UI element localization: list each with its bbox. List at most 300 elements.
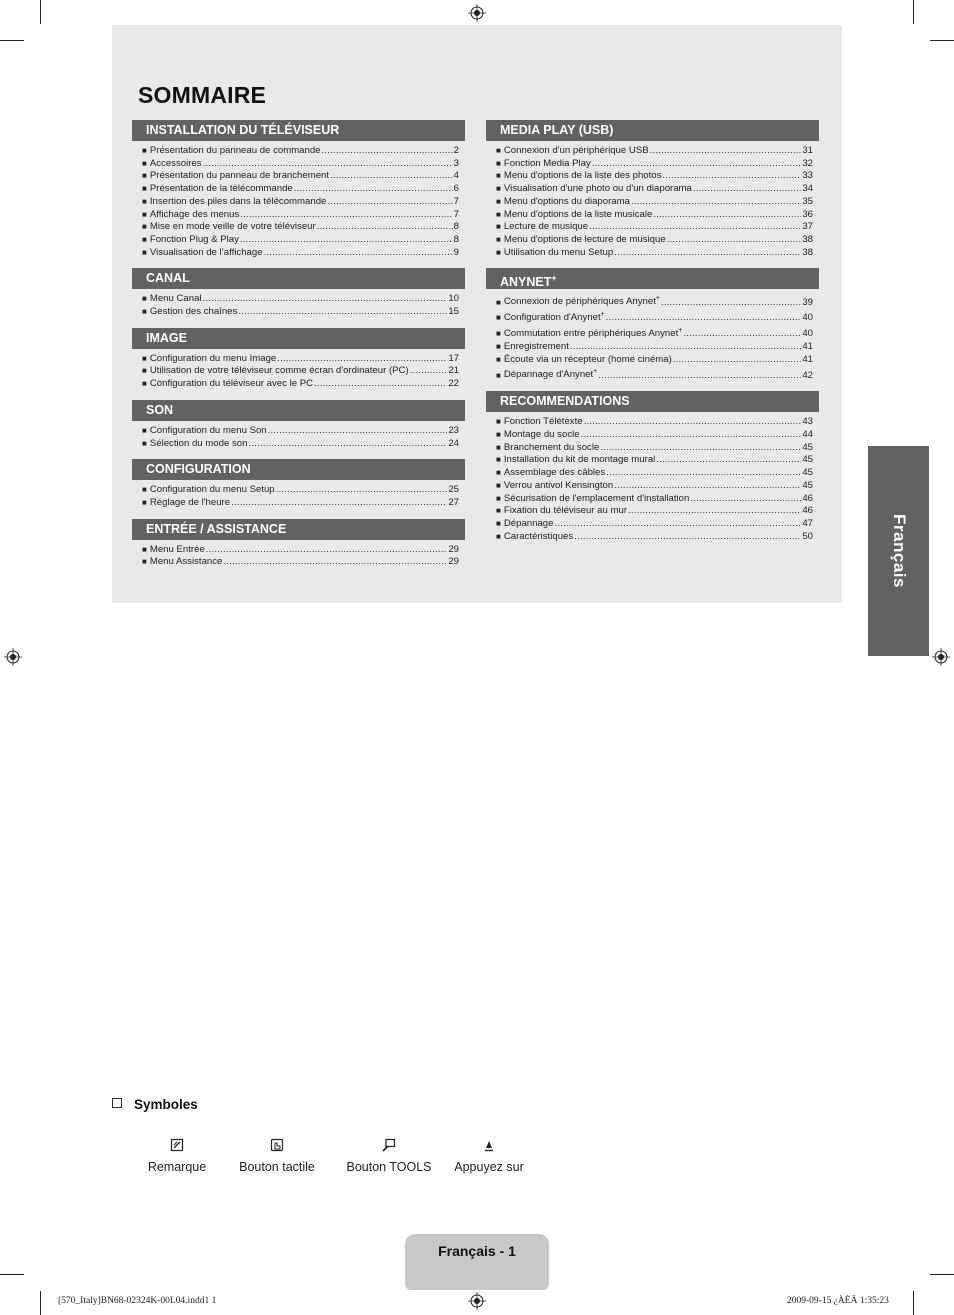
toc-page-number: 8: [453, 233, 459, 245]
toc-entry: [142, 209, 459, 222]
toc-entry-label: [150, 145, 321, 158]
toc-entry-label: [504, 493, 690, 506]
toc-page-number: 38: [802, 233, 813, 245]
toc-entry: [496, 480, 813, 493]
toc-entry-label: [504, 196, 630, 209]
toc-entry: [142, 306, 459, 319]
print-file-info: [570_Italy]BN68-02324K-00L04.indd1 1: [58, 1296, 217, 1306]
toc-page-number: 7: [453, 208, 459, 220]
toc-page-number: 43: [802, 416, 813, 428]
toc-section: [132, 519, 465, 569]
toc-page-number: 23: [448, 424, 459, 436]
dot-leader: [628, 505, 801, 518]
toc-entry-label: [150, 497, 230, 510]
toc-page-number: 9: [453, 246, 459, 258]
dot-leader: [581, 429, 802, 442]
dot-leader: [264, 247, 453, 260]
toc-entry: [142, 378, 459, 391]
toc-page-number: 46: [802, 505, 813, 517]
toc-entry: [496, 518, 813, 531]
toc-entry-text: Connexion de périphériques Anynet: [503, 296, 656, 308]
toc-page-number: 7: [453, 195, 459, 207]
toc-entry: [142, 365, 459, 378]
toc-entry-label: [150, 170, 329, 183]
symbol-note: [146, 1138, 208, 1174]
dot-leader: [598, 370, 801, 383]
toc-page-number: 8: [453, 221, 459, 233]
toc-entry: [496, 493, 813, 506]
note-icon: [170, 1138, 184, 1152]
footer-page-tab: [405, 1234, 549, 1290]
bullet-square-icon: ■: [142, 247, 147, 257]
dot-leader: [330, 170, 453, 183]
toc-entry: [496, 467, 813, 480]
bullet-square-icon: ■: [496, 417, 501, 427]
bullet-square-icon: ■: [496, 222, 501, 232]
registration-mark-icon: [468, 1292, 486, 1310]
toc-entry-text: Menu Assistance: [149, 556, 223, 568]
toc-page-number: 6: [453, 183, 459, 195]
toc-page-number: 22: [448, 378, 459, 390]
toc-entry-sup: +: [600, 311, 605, 319]
toc-entry-label: [504, 531, 573, 544]
toc-entry-label: [504, 442, 599, 455]
toc-entry-label: [504, 221, 588, 234]
dot-leader: [662, 170, 801, 183]
section-header: [132, 328, 465, 349]
toc-entry: [496, 366, 813, 382]
dot-leader: [410, 365, 448, 378]
bullet-square-icon: ■: [142, 544, 147, 554]
toc-entry-text: Menu d'options de la liste musicale: [503, 208, 653, 220]
toc-entry: [496, 196, 813, 209]
crop-mark: [913, 0, 914, 24]
toc-entry-text: Configuration du téléviseur avec le PC: [149, 378, 314, 390]
crop-mark: [0, 1274, 24, 1275]
toc-item-list: [132, 425, 465, 450]
dot-leader: [667, 234, 802, 247]
toc-item-list: [132, 145, 465, 259]
toc-entry: [142, 247, 459, 260]
toc-entry: [496, 293, 813, 309]
section-header: [132, 519, 465, 540]
section-header-text: MEDIA PLAY (USB): [500, 123, 614, 137]
toc-entry: [496, 442, 813, 455]
bullet-square-icon: ■: [496, 493, 501, 503]
toc-entry: [496, 221, 813, 234]
toc-entry-text: Configuration du menu Son: [149, 424, 267, 436]
toc-item-list: [132, 484, 465, 509]
toc-entry-text: Gestion des chaînes: [149, 306, 238, 318]
toc-entry-label: [504, 209, 652, 222]
crop-mark: [40, 1291, 41, 1315]
dot-leader: [650, 145, 802, 158]
section-header-text: INSTALLATION DU TÉLÉVISEUR: [146, 123, 340, 137]
toc-entry: [142, 221, 459, 234]
toc-item-list: [132, 544, 465, 569]
toc-entry-label: [150, 247, 263, 260]
dot-leader: [589, 221, 801, 234]
toc-entry-label: [504, 158, 591, 171]
toc-entry-text: Utilisation du menu Setup: [503, 246, 614, 258]
toc-entry-text: Branchement du socle: [503, 441, 600, 453]
toc-page-number: 25: [448, 484, 459, 496]
toc-entry: [142, 425, 459, 438]
dot-leader: [240, 234, 453, 247]
bullet-square-icon: ■: [142, 485, 147, 495]
section-header: [132, 120, 465, 141]
toc-entry-text: Menu d'options de lecture de musique: [503, 233, 666, 245]
toc-entry-sup: +: [655, 295, 660, 303]
bullet-square-icon: ■: [496, 370, 501, 380]
toc-entry-text: Caractéristiques: [503, 530, 574, 542]
toc-entry-text: Présentation de la télécommande: [149, 183, 293, 195]
toc-entry-text: Fixation du téléviseur au mur: [503, 505, 628, 517]
symbol-touch-button: [238, 1138, 316, 1174]
toc-entry: [496, 454, 813, 467]
crop-mark: [930, 1274, 954, 1275]
dot-leader: [656, 454, 801, 467]
toc-entry-text: Visualisation d'une photo ou d'un diaporama: [503, 183, 692, 195]
bullet-square-icon: ■: [142, 353, 147, 363]
toc-page-number: 41: [802, 353, 813, 365]
toc-entry-label: [150, 306, 237, 319]
bullet-square-icon: ■: [142, 366, 147, 376]
toc-entry-text: Insertion des piles dans la télécommande: [149, 195, 327, 207]
bullet-square-icon: ■: [496, 146, 501, 155]
dot-leader: [574, 531, 801, 544]
toc-entry: [142, 353, 459, 366]
toc-entry-text: Menu Canal: [149, 293, 202, 305]
symbols-heading: [112, 1097, 198, 1112]
section-header-text: ANYNET: [500, 275, 552, 290]
toc-page-number: 45: [802, 441, 813, 453]
toc-entry-text: Fonction Media Play: [503, 157, 591, 169]
toc-page-number: 21: [448, 365, 459, 377]
toc-entry: [142, 158, 459, 171]
toc-page-number: 10: [448, 293, 459, 305]
symbol-label: Appuyez sur: [454, 1160, 524, 1174]
checkbox-square-icon: [112, 1098, 122, 1108]
toc-page-number: 38: [802, 246, 813, 258]
dot-leader: [673, 354, 802, 367]
section-header-text: ENTRÉE / ASSISTANCE: [146, 521, 287, 536]
toc-entry: [496, 145, 813, 158]
toc-page-number: 35: [802, 195, 813, 207]
toc-entry-label: [504, 341, 569, 354]
dot-leader: [683, 328, 801, 341]
toc-page-number: 31: [802, 145, 813, 156]
press-icon: [482, 1138, 496, 1152]
toc-entry-text: Visualisation de l’affichage: [149, 246, 263, 258]
toc-page-number: 29: [448, 543, 459, 555]
dot-leader: [240, 209, 452, 222]
section-header: [486, 391, 819, 412]
toc-page-number: 47: [802, 517, 813, 529]
toc-entry-text: Menu d'options de la liste des photos: [503, 170, 662, 182]
toc-item-list: [486, 145, 819, 259]
dot-leader: [206, 544, 448, 557]
toc-entry-label: [504, 467, 605, 480]
bullet-square-icon: ■: [142, 196, 147, 206]
toc-entry-label: [150, 544, 205, 557]
toc-entry-text: Configuration d'Anynet: [503, 312, 601, 324]
section-header-text: SON: [146, 402, 174, 417]
section-header: [486, 120, 819, 141]
toc-page-number: 45: [802, 479, 813, 491]
section-header: [132, 268, 465, 289]
toc-entry: [142, 145, 459, 158]
toc-entry: [142, 484, 459, 497]
dot-leader: [294, 183, 453, 196]
footer-page-label: Français - 1: [438, 1243, 516, 1259]
toc-entry: [496, 429, 813, 442]
toc-item-list: [486, 416, 819, 543]
toc-entry-text: Menu d'options du diaporama: [503, 195, 630, 207]
bullet-square-icon: ■: [142, 222, 147, 232]
registration-mark-icon: [4, 648, 22, 666]
toc-column-left: [132, 120, 465, 578]
toc-entry: [142, 170, 459, 183]
bullet-square-icon: ■: [496, 158, 501, 168]
bullet-square-icon: ■: [142, 184, 147, 194]
toc-entry-label: [150, 196, 327, 209]
toc-page-number: 36: [802, 208, 813, 220]
toc-entry-label: [150, 209, 239, 222]
bullet-square-icon: ■: [142, 379, 147, 389]
toc-entry: [496, 531, 813, 544]
dot-leader: [248, 438, 447, 451]
toc-entry-text: Sélection du mode son: [149, 437, 248, 449]
bullet-square-icon: ■: [496, 518, 501, 528]
print-timestamp: 2009-09-15 ¿ÀÈÄ 1:35:23: [787, 1296, 889, 1306]
section-header-text: IMAGE: [146, 330, 187, 345]
toc-entry-sup: +: [593, 368, 598, 376]
toc-page-number: 32: [802, 157, 813, 169]
toc-entry: [496, 309, 813, 325]
language-side-tab: [868, 446, 929, 656]
side-tab-label: Français: [889, 514, 909, 588]
toc-entry-label: [504, 416, 583, 429]
dot-leader: [661, 297, 801, 310]
toc-entry: [496, 209, 813, 222]
toc-entry-label: [150, 438, 248, 451]
toc-entry-label: [504, 366, 597, 382]
toc-page-number: 41: [802, 341, 813, 352]
registration-mark-icon: [932, 648, 950, 666]
bullet-square-icon: ■: [496, 506, 501, 516]
toc-entry-text: Mise en mode veille de votre téléviseur: [149, 221, 316, 233]
dot-leader: [276, 484, 448, 497]
toc-entry: [496, 183, 813, 196]
toc-section: [132, 268, 465, 318]
bullet-square-icon: ■: [496, 313, 501, 323]
toc-section: [132, 120, 465, 259]
toc-entry-label: [504, 247, 613, 260]
toc-entry-label: [504, 354, 672, 367]
toc-section: [486, 120, 819, 259]
toc-section: [486, 391, 819, 543]
bullet-square-icon: ■: [142, 425, 147, 435]
bullet-square-icon: ■: [496, 468, 501, 478]
toc-page-number: 29: [448, 556, 459, 568]
dot-leader: [203, 293, 448, 306]
toc-entry: [142, 183, 459, 196]
toc-page-number: 15: [448, 306, 459, 318]
crop-mark: [40, 0, 41, 24]
section-header: [486, 268, 819, 289]
toc-entry-label: [504, 325, 682, 341]
dot-leader: [606, 467, 801, 480]
dot-leader: [231, 497, 447, 510]
bullet-square-icon: ■: [142, 294, 147, 304]
bullet-square-icon: ■: [496, 342, 501, 351]
toc-entry: [496, 247, 813, 260]
toc-page-number: 42: [802, 369, 813, 381]
toc-entry: [496, 505, 813, 518]
toc-page-number: 45: [802, 467, 813, 479]
dot-leader: [203, 158, 453, 171]
bullet-square-icon: ■: [496, 329, 501, 339]
toc-item-list: [132, 293, 465, 318]
toc-entry-sup: +: [678, 327, 683, 335]
toc-page-number: 40: [802, 328, 813, 340]
bullet-square-icon: ■: [142, 209, 147, 219]
toc-entry-text: Utilisation de votre téléviseur comme écran d'ordinateur (PC): [149, 365, 409, 377]
bullet-square-icon: ■: [496, 247, 501, 257]
symbol-tools-button: [345, 1138, 433, 1174]
toc-entry-label: [150, 365, 409, 378]
toc-entry-label: [150, 556, 223, 569]
toc-entry: [496, 170, 813, 183]
bullet-square-icon: ■: [496, 442, 501, 452]
toc-entry-label: [150, 353, 276, 366]
bullet-square-icon: ■: [142, 146, 147, 155]
toc-entry: [142, 497, 459, 510]
toc-page-number: 4: [453, 170, 459, 182]
dot-leader: [690, 493, 801, 506]
toc-column-right: [486, 120, 819, 552]
toc-entry-text: Fonction Télétexte: [503, 416, 583, 428]
toc-entry-label: [150, 158, 202, 171]
toc-entry-text: Enregistrement: [503, 341, 569, 352]
crop-mark: [0, 40, 24, 41]
toc-page-number: 33: [802, 170, 813, 182]
toc-entry-label: [504, 309, 605, 325]
toc-entry-label: [150, 425, 267, 438]
toc-entry: [496, 325, 813, 341]
crop-mark: [913, 1291, 914, 1315]
dot-leader: [614, 480, 801, 493]
dot-leader: [317, 221, 453, 234]
bullet-square-icon: ■: [142, 307, 147, 317]
toc-entry-text: Montage du socle: [503, 429, 580, 440]
bullet-square-icon: ■: [496, 234, 501, 244]
toc-entry-text: Menu Entrée: [149, 543, 205, 555]
dot-leader: [653, 209, 801, 222]
toc-entry-label: [504, 234, 666, 247]
bullet-square-icon: ■: [142, 234, 147, 244]
toc-page-number: 37: [802, 221, 813, 233]
section-header-text: CANAL: [146, 271, 190, 286]
toc-entry-label: [504, 518, 554, 531]
toc-page-number: 46: [802, 492, 813, 504]
bullet-square-icon: ■: [496, 209, 501, 219]
symbols-heading-text: Symboles: [134, 1097, 198, 1112]
toc-entry-label: [504, 183, 692, 196]
bullet-square-icon: ■: [496, 196, 501, 206]
toc-entry-text: Présentation du panneau de branchement: [149, 170, 330, 182]
toc-section: [132, 459, 465, 509]
toc-entry-text: Commutation entre périphériques Anynet: [503, 328, 679, 340]
toc-entry-label: [504, 505, 627, 518]
toc-entry: [142, 556, 459, 569]
toc-entry-label: [504, 145, 649, 158]
toc-page-number: 50: [802, 530, 813, 542]
toc-entry-text: Assemblage des câbles: [503, 467, 606, 479]
toc-page-number: 34: [802, 183, 813, 195]
toc-entry-text: Écoute via un récepteur (home cinéma): [503, 353, 672, 365]
bullet-square-icon: ■: [496, 531, 501, 541]
dot-leader: [592, 158, 802, 171]
toc-section: [486, 268, 819, 382]
dot-leader: [238, 306, 447, 319]
toc-entry: [142, 293, 459, 306]
symbol-label: Bouton TOOLS: [346, 1160, 432, 1174]
dot-leader: [327, 196, 452, 209]
bullet-square-icon: ■: [142, 438, 147, 448]
toc-entry-text: Réglage de l'heure: [149, 496, 231, 508]
toc-entry-text: Configuration du menu Setup: [149, 484, 275, 496]
toc-entry-text: Fonction Plug & Play: [149, 233, 239, 245]
toc-entry: [496, 341, 813, 354]
toc-item-list: [132, 353, 465, 391]
dot-leader: [314, 378, 447, 391]
toc-entry-text: Verrou antivol Kensington: [503, 479, 614, 491]
bullet-square-icon: ■: [496, 455, 501, 465]
toc-entry-text: Sécurisation de l'emplacement d'installation: [503, 492, 690, 504]
toc-entry: [496, 158, 813, 171]
toc-entry-text: Lecture de musique: [503, 221, 589, 233]
tools-button-icon: [382, 1138, 396, 1152]
registration-mark-icon: [468, 4, 486, 22]
toc-page-number: 24: [448, 437, 459, 449]
section-header: [132, 400, 465, 421]
dot-leader: [322, 145, 453, 158]
dot-leader: [606, 312, 802, 325]
toc-entry: [496, 354, 813, 367]
dot-leader: [693, 183, 801, 196]
toc-entry-label: [504, 480, 613, 493]
toc-entry-text: Installation du kit de montage mural: [503, 454, 656, 466]
dot-leader: [554, 518, 801, 531]
bullet-square-icon: ■: [496, 171, 501, 181]
crop-mark: [930, 40, 954, 41]
toc-entry-text: Dépannage: [503, 517, 554, 529]
toc-entry-text: Affichage des menus: [149, 208, 240, 220]
toc-entry-label: [504, 170, 662, 183]
toc-entry: [142, 234, 459, 247]
dot-leader: [570, 341, 801, 354]
toc-entry-label: [504, 293, 660, 309]
toc-page-number: 39: [802, 296, 813, 308]
toc-entry: [496, 416, 813, 429]
bullet-square-icon: ■: [142, 557, 147, 567]
symbol-press: [452, 1138, 526, 1174]
dot-leader: [614, 247, 801, 260]
bullet-square-icon: ■: [496, 430, 501, 439]
toc-entry-label: [150, 183, 293, 196]
